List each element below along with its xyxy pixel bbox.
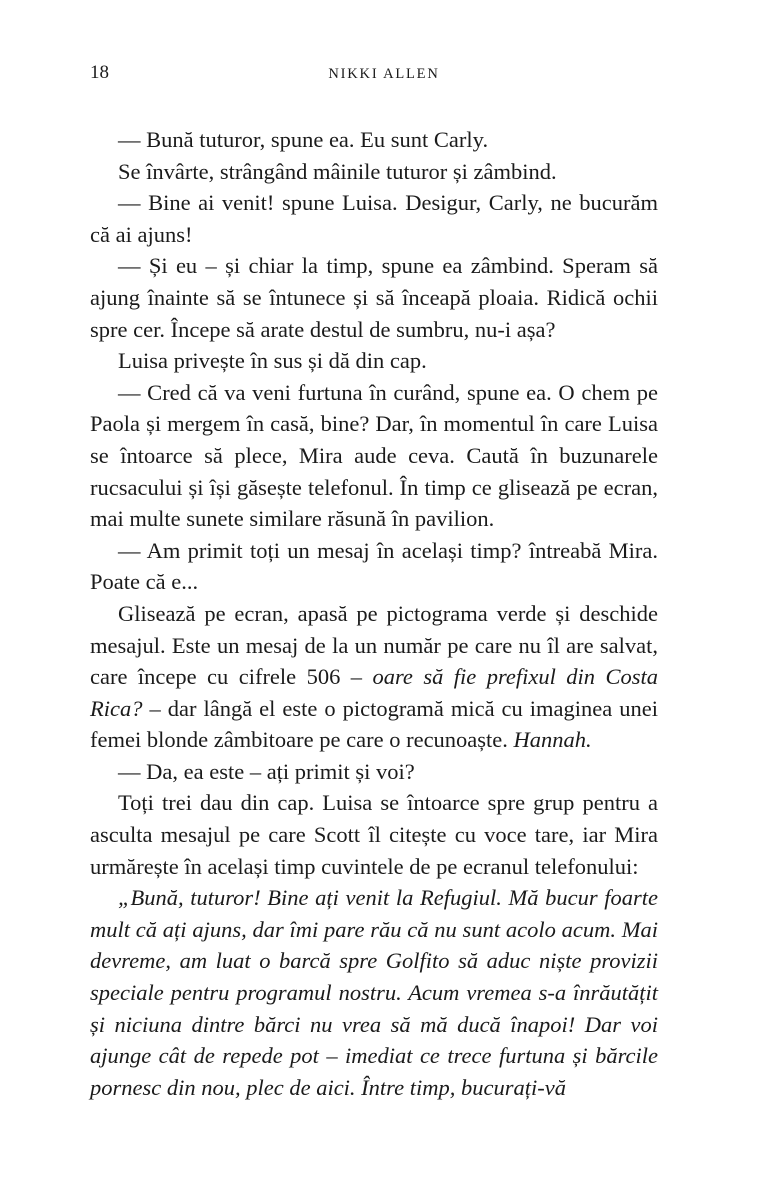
text-run: – dar lângă el este o pictogramă mică cu imaginea unei femei blonde zâmbitoare pe care o recunoaște. — [90, 695, 658, 753]
paragraph — [90, 882, 658, 1103]
italic-text: Hannah. — [513, 727, 592, 753]
text-run: Luisa privește în sus și dă din cap. — [118, 348, 427, 374]
running-head-author: NIKKI ALLEN — [328, 66, 440, 82]
paragraph — [90, 250, 658, 345]
paragraph — [90, 756, 658, 788]
book-text-body — [90, 124, 658, 1103]
paragraph — [90, 345, 658, 377]
text-run: — Am primit toți un mesaj în același timp? întreabă Mira. Poate că e... — [90, 537, 658, 595]
italic-text: oare să fie prefixul din Costa Rica? — [90, 664, 658, 721]
page-number: 18 — [90, 62, 109, 83]
text-run: Se învârte, strângând mâinile tuturor și zâmbind. — [118, 158, 557, 184]
text-run: — Bună tuturor, spune ea. Eu sunt Carly. — [118, 127, 489, 152]
paragraph — [90, 787, 658, 882]
text-run: — Și eu – și chiar la timp, spune ea zâmbind. Speram să ajung înainte să se întunece și să înceapă ploaia. Ridică ochii spre cer. Începe să arate destul de sumbru, nu-i așa? — [90, 253, 658, 342]
text-run: — Da, ea este – ați primit și voi? — [118, 758, 415, 784]
text-run: — Cred că va veni furtuna în curând, spune ea. O chem pe Paola și mergem în casă, bine? Dar, în momentul în care Luisa se întoarce să plece, Mira aude ceva. Caută în buzunarele rucsacului și își găsește telefonul. În timp ce glisează pe ecran, mai multe sunete similare răsună în pavilion. — [90, 379, 658, 532]
text-run: — Bine ai venit! spune Luisa. Desigur, Carly, ne bucurăm că ai ajuns! — [90, 190, 658, 247]
text-run: „Bună, tuturor! Bine ați venit la Refugiul. Mă bucur foarte mult că ați ajuns, dar îmi pare rău că nu sunt acolo acum. Mai devreme, am luat o barcă spre Golfito să aduc niște provizii speciale pentru programul nostru. Acum vremea s-a înrăutățit și niciuna dintre bărci nu vrea să mă ducă înapoi! Dar voi ajunge cât de repede pot – imediat ce trece furtuna și bărcile pornesc din nou, plec de aici. Între timp, bucurați-vă — [90, 885, 658, 1100]
text-run: Glisează pe ecran, apasă pe pictograma verde și deschide mesajul. Este un mesaj de la un număr pe care nu îl are salvat, care începe cu cifrele 506 – — [90, 600, 658, 690]
paragraph — [90, 535, 658, 598]
paragraph — [90, 598, 658, 756]
paragraph — [90, 124, 658, 156]
text-run: Toți trei dau din cap. Luisa se întoarce spre grup pentru a asculta mesajul pe care Scott îl citește cu voce tare, iar Mira urmărește în același timp cuvintele de pe ecranul telefonului: — [90, 790, 658, 879]
paragraph — [90, 156, 658, 188]
paragraph — [90, 187, 658, 250]
paragraph — [90, 377, 658, 535]
